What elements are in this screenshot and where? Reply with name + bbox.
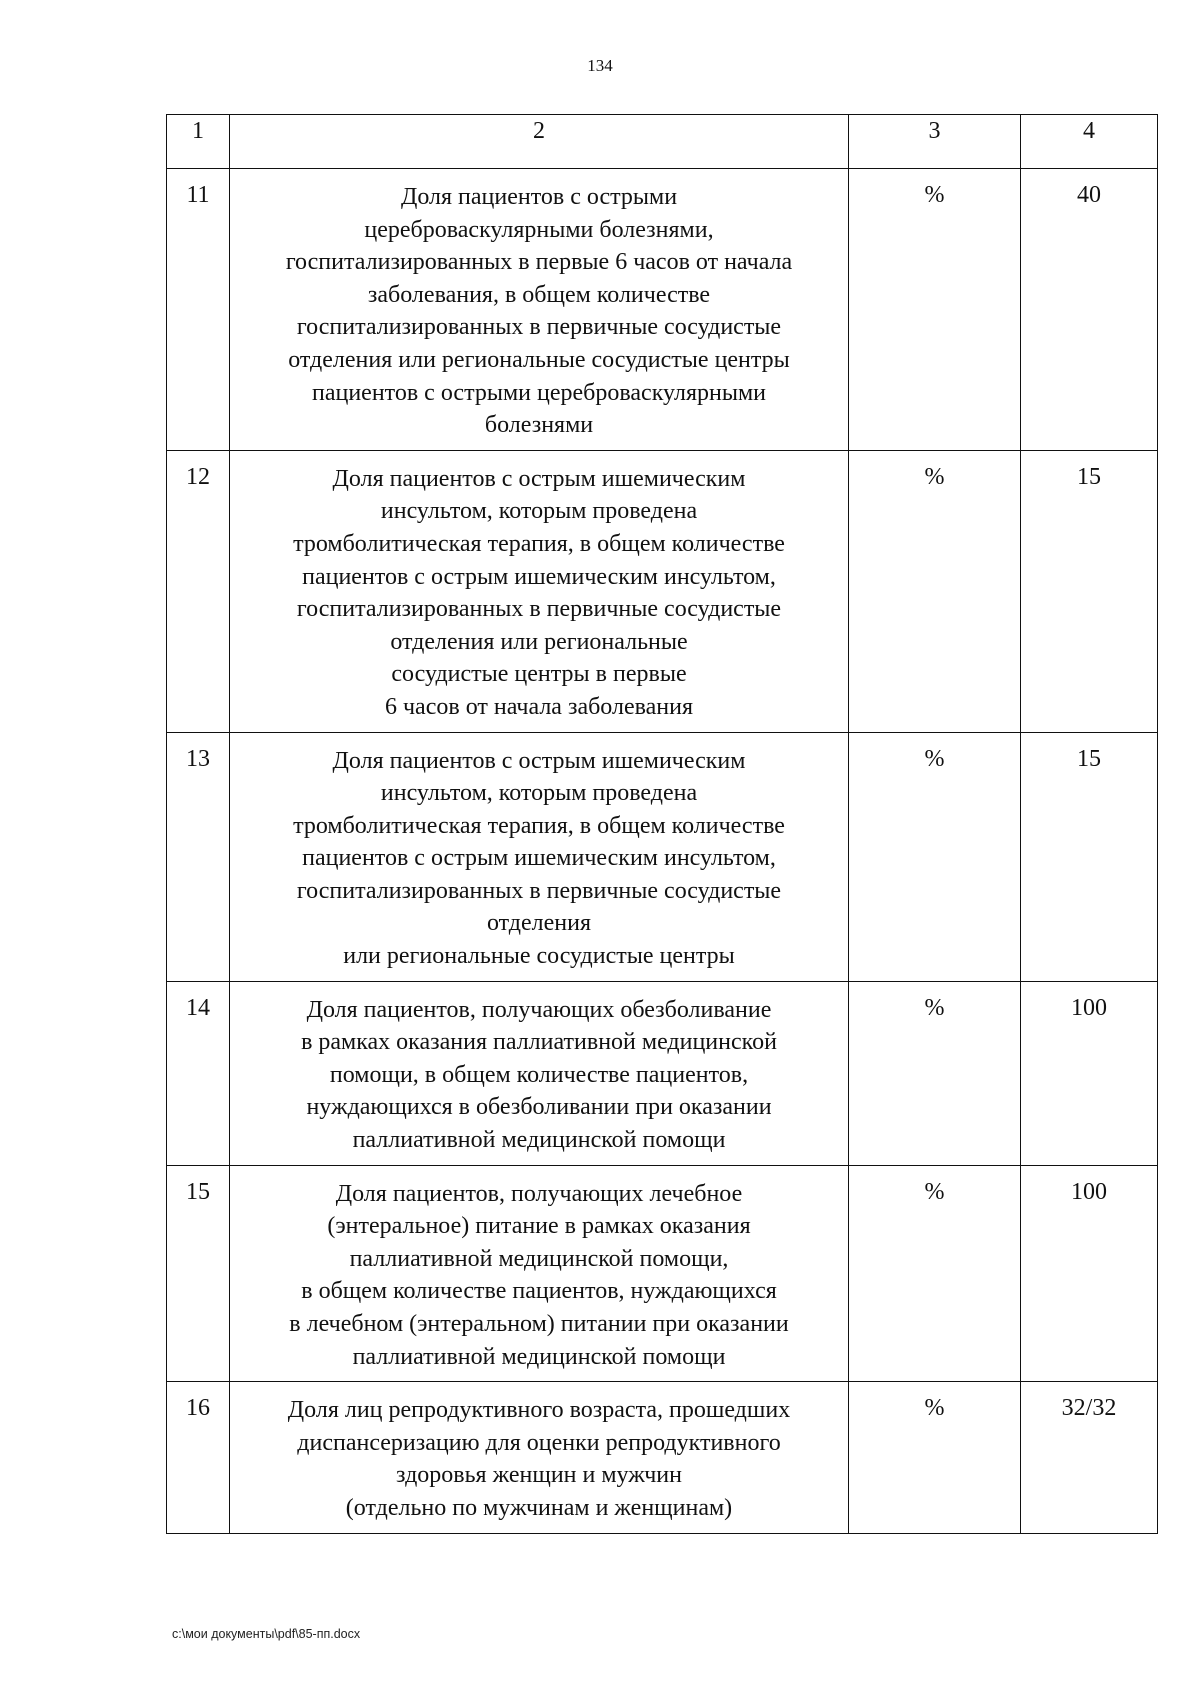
description-line: Доля пациентов с острым ишемическим <box>332 465 746 492</box>
header-cell-4: 4 <box>1021 115 1158 169</box>
description-line: в общем количестве пациентов, нуждающихся <box>301 1278 777 1305</box>
description-line: (энтеральное) питание в рамках оказания <box>327 1213 751 1240</box>
row-number <box>167 981 230 1165</box>
description-line: заболевания, в общем количестве <box>367 281 711 308</box>
row-number-text: 13 <box>186 745 210 772</box>
description-line: в лечебном (энтеральном) питании при оказании <box>289 1311 789 1337</box>
description-line: в рамках оказания паллиативной медицинской <box>301 1029 777 1056</box>
description-line: отделения или региональные <box>390 628 688 655</box>
description-line: тромболитическая терапия, в общем количестве <box>293 812 785 839</box>
row-value-text: 40 <box>1077 182 1101 208</box>
row-number <box>167 450 230 732</box>
row-unit-text: % <box>924 463 945 490</box>
description-line: пациентов с острыми цереброваскулярными <box>312 379 766 406</box>
row-description-text <box>230 733 848 981</box>
table-row <box>167 1382 1158 1533</box>
row-number <box>167 1382 230 1533</box>
row-description-text <box>230 1166 848 1382</box>
row-value-text: 15 <box>1077 745 1101 772</box>
description-line: Доля пациентов с острыми <box>400 184 678 210</box>
row-description <box>230 450 849 732</box>
row-value <box>1021 1382 1158 1533</box>
row-unit <box>849 981 1021 1165</box>
description-line: паллиативной медицинской помощи, <box>349 1245 729 1272</box>
row-description <box>230 981 849 1165</box>
row-value <box>1021 981 1158 1165</box>
row-description-text <box>230 451 848 732</box>
table-row <box>167 981 1158 1165</box>
description-line: госпитализированных в первые 6 часов от начала <box>285 249 793 276</box>
row-description <box>230 1165 849 1382</box>
row-number <box>167 169 230 451</box>
description-line: здоровья женщин и мужчин <box>396 1462 682 1489</box>
description-line: пациентов с острым ишемическим инсультом, <box>302 563 776 590</box>
row-unit-text: % <box>924 182 945 208</box>
row-description <box>230 1382 849 1533</box>
description-line: болезнями <box>484 412 594 439</box>
table-row <box>167 450 1158 732</box>
description-line: Доля пациентов, получающих лечебное <box>335 1180 743 1207</box>
row-description <box>230 732 849 981</box>
description-line: 6 часов от начала заболевания <box>384 693 694 720</box>
row-value <box>1021 169 1158 451</box>
description-line: тромболитическая терапия, в общем количестве <box>293 530 785 557</box>
row-value-text: 100 <box>1071 994 1107 1021</box>
row-number <box>167 732 230 981</box>
description-line: инсультом, которым проведена <box>380 498 698 525</box>
description-line: Доля пациентов, получающих обезболивание <box>306 996 772 1023</box>
row-number-text: 16 <box>186 1395 210 1422</box>
row-number-text: 14 <box>186 994 210 1021</box>
row-description-text <box>230 169 848 450</box>
row-number-text: 12 <box>186 463 210 490</box>
table-row <box>167 1165 1158 1382</box>
description-line: нуждающихся в обезболивании при оказании <box>306 1094 772 1121</box>
description-line: Доля пациентов с острым ишемическим <box>332 747 746 774</box>
row-unit <box>849 1165 1021 1382</box>
header-cell-2: 2 <box>230 115 849 169</box>
description-line: Доля лиц репродуктивного возраста, прошедших <box>287 1397 791 1424</box>
footer-file-path: c:\мои документы\pdf\85-пп.docx <box>172 1627 361 1641</box>
description-line: паллиативной медицинской помощи <box>352 1127 726 1154</box>
row-unit-text: % <box>924 1178 945 1205</box>
row-value <box>1021 1165 1158 1382</box>
row-number <box>167 1165 230 1382</box>
page-number: 134 <box>587 56 613 75</box>
row-unit-text: % <box>924 994 945 1021</box>
row-number-text: 11 <box>186 182 210 208</box>
row-value <box>1021 450 1158 732</box>
description-line: цереброваскулярными болезнями, <box>364 216 714 243</box>
header-cell-3: 3 <box>849 115 1021 169</box>
row-unit <box>849 169 1021 451</box>
description-line: госпитализированных в первичные сосудистые <box>296 877 782 904</box>
description-line: (отдельно по мужчинам и женщинам) <box>345 1494 733 1521</box>
row-description <box>230 169 849 451</box>
row-unit-text: % <box>924 745 945 772</box>
description-line: госпитализированных в первичные сосудистые <box>296 596 782 623</box>
description-line: диспансеризацию для оценки репродуктивного <box>297 1429 781 1456</box>
description-line: паллиативной медицинской помощи <box>352 1343 726 1370</box>
row-description-text <box>230 982 848 1165</box>
table-row <box>167 732 1158 981</box>
table-header-row <box>167 115 1158 169</box>
row-value-text: 100 <box>1071 1178 1107 1205</box>
row-unit <box>849 732 1021 981</box>
description-line: отделения или региональные сосудистые центры <box>288 346 790 373</box>
row-unit <box>849 450 1021 732</box>
description-line: инсультом, которым проведена <box>380 780 698 807</box>
table-row <box>167 169 1158 451</box>
row-value-text: 32/32 <box>1061 1395 1117 1422</box>
row-unit-text: % <box>924 1395 945 1422</box>
row-unit <box>849 1382 1021 1533</box>
row-number-text: 15 <box>186 1178 210 1205</box>
row-value <box>1021 732 1158 981</box>
description-line: или региональные сосудистые центры <box>343 943 735 970</box>
description-line: помощи, в общем количестве пациентов, <box>329 1061 749 1088</box>
description-line: отделения <box>486 910 592 937</box>
description-line: госпитализированных в первичные сосудистые <box>296 314 782 341</box>
description-line: пациентов с острым ишемическим инсультом, <box>302 845 776 872</box>
row-description-text <box>230 1382 848 1532</box>
description-line: сосудистые центры в первые <box>391 661 687 688</box>
row-value-text: 15 <box>1077 463 1101 490</box>
header-cell-1: 1 <box>167 115 230 169</box>
indicators-table <box>166 114 1158 1534</box>
